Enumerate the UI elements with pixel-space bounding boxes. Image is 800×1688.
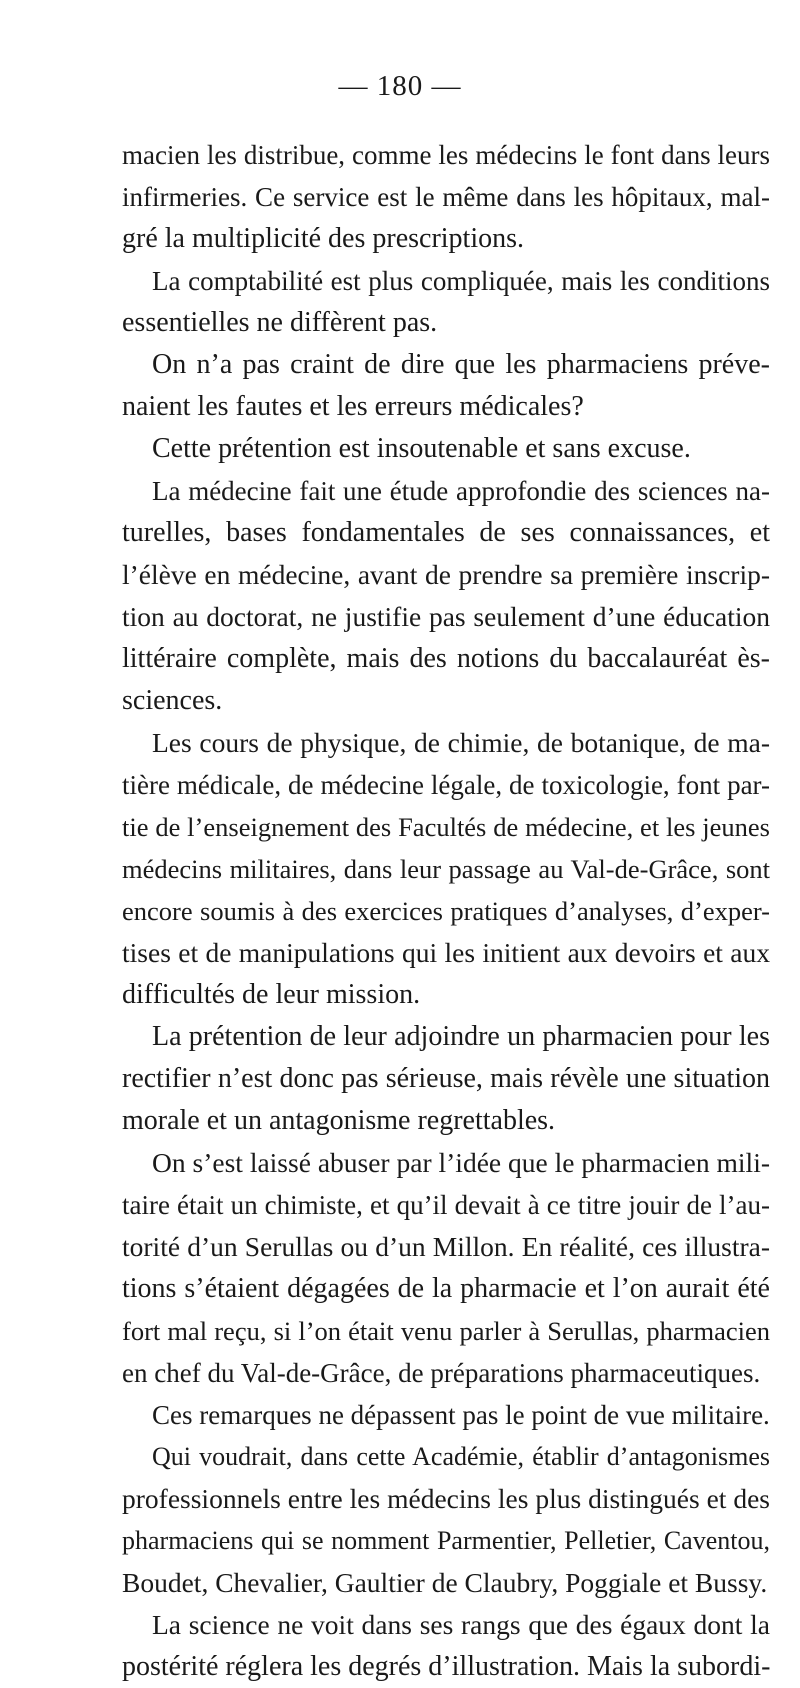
text-line: tière médicale, de médecine légale, de toxicologie, font par-: [122, 770, 770, 800]
text-line: Les cours de physique, de chimie, de botanique, de ma-: [152, 727, 770, 758]
text-line: tises et de manipulations qui les initient aux devoirs et aux: [122, 937, 770, 968]
text-line: rectifier n’est donc pas sérieuse, mais révèle une situation: [122, 1063, 770, 1094]
text-line: On n’a pas craint de dire que les pharmaciens préve-: [152, 349, 770, 380]
text-line: Ces remarques ne dépassent pas le point de vue militaire.: [152, 1400, 770, 1430]
text-line: morale et un antagonisme regrettables.: [122, 1105, 556, 1136]
text-line: tie de l’enseignement des Facultés de médecine, et les jeunes: [122, 812, 770, 842]
text-line: Qui voudrait, dans cette Académie, établir d’antagonismes: [152, 1442, 770, 1471]
text-line: fort mal reçu, si l’on était venu parler à Serullas, pharmacien: [122, 1316, 770, 1346]
text-line: tions s’étaient dégagées de la pharmacie et l’on aurait été: [122, 1273, 770, 1304]
text-line: infirmeries. Ce service est le même dans les hôpitaux, mal-: [122, 182, 770, 212]
text-line: l’élève en médecine, avant de prendre sa première inscrip-: [122, 559, 770, 590]
text-line: gré la multiplicité des prescriptions.: [122, 223, 525, 254]
text-line: pharmaciens qui se nomment Parmentier, Pelletier, Caventou,: [122, 1526, 770, 1555]
text-line: naient les fautes et les erreurs médicales?: [122, 391, 584, 422]
text-line: On s’est laissé abuser par l’idée que le pharmacien mili-: [152, 1147, 770, 1178]
body-text: [122, 134, 770, 1688]
text-line: turelles, bases fondamentales de ses connaissances, et: [122, 517, 770, 548]
text-line: littéraire complète, mais des notions du baccalauréat ès-: [122, 643, 770, 674]
text-line: Boudet, Chevalier, Gaultier de Claubry, Poggiale et Bussy.: [122, 1567, 768, 1598]
text-line: La comptabilité est plus compliquée, mais les conditions: [152, 266, 770, 296]
text-line: macien les distribue, comme les médecins le font dans leurs: [122, 140, 770, 170]
text-line: essentielles ne diffèrent pas.: [122, 307, 438, 338]
text-line: difficultés de leur mission.: [122, 979, 421, 1010]
text-line: encore soumis à des exercices pratiques d’analyses, d’exper-: [122, 896, 770, 926]
text-line: Cette prétention est insoutenable et sans excuse.: [152, 433, 691, 464]
text-line: La médecine fait une étude approfondie des sciences na-: [152, 476, 770, 506]
text-line: sciences.: [122, 685, 223, 716]
text-line: La science ne voit dans ses rangs que des égaux dont la: [152, 1609, 770, 1640]
text-line: taire était un chimiste, et qu’il devait à ce titre jouir de l’au-: [122, 1190, 770, 1220]
text-line: La prétention de leur adjoindre un pharmacien pour les: [152, 1021, 770, 1052]
text-line: postérité réglera les degrés d’illustration. Mais la subordi-: [122, 1651, 771, 1682]
page-number: — 180 —: [338, 70, 462, 102]
text-line: professionnels entre les médecins les plus distingués et des: [122, 1483, 770, 1514]
text-line: torité d’un Serullas ou d’un Millon. En réalité, ces illustra-: [122, 1231, 770, 1262]
text-line: tion au doctorat, ne justifie pas seulement d’une éducation: [122, 601, 770, 632]
text-line: médecins militaires, dans leur passage au Val-de-Grâce, sont: [122, 854, 770, 884]
text-line: en chef du Val-de-Grâce, de préparations pharmaceutiques.: [122, 1358, 761, 1388]
